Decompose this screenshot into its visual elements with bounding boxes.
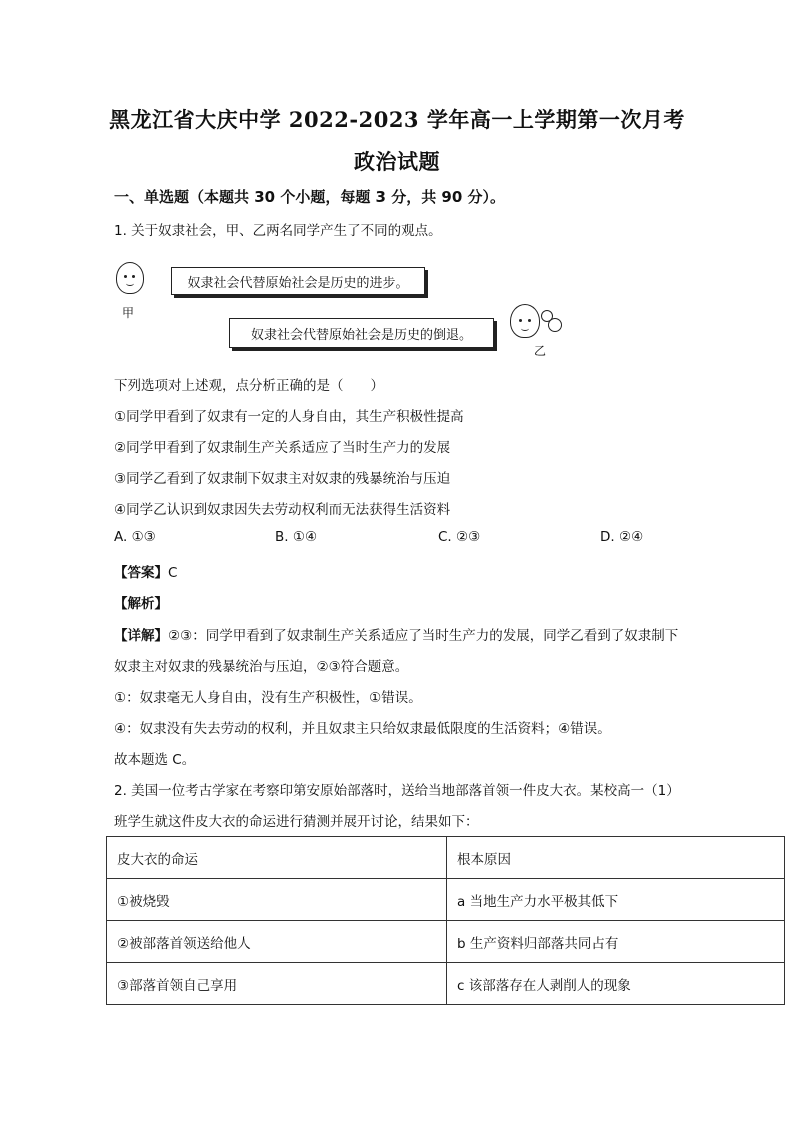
option-c: C. ②③: [438, 529, 481, 545]
speech-bubble-yi: [229, 318, 494, 348]
answer-value: C: [168, 565, 178, 581]
page-subtitle: 政治试题: [354, 149, 440, 174]
speech-text-jia: 奴隶社会代替原始社会是历史的进步。: [187, 275, 409, 291]
hair-bow-icon: [548, 318, 562, 332]
label-yi: 乙: [534, 344, 547, 358]
question-2-stem-2: 班学生就这件皮大衣的命运进行猜测并展开讨论，结果如下：: [114, 814, 479, 830]
table-row: [107, 921, 785, 963]
fate-reason-table: [106, 836, 785, 1005]
statement-4: ④同学乙认识到奴隶因失去劳动权利而无法获得生活资料: [114, 502, 451, 518]
question-2-stem-1: 2. 美国一位考古学家在考察印第安原始部落时，送给当地部落首领一件皮大衣。某校高一（1）: [114, 783, 680, 799]
table-cell: ③部落首领自己享用: [107, 963, 447, 1005]
detail-label: 【详解】: [114, 628, 168, 644]
option-a: A. ①③: [114, 529, 156, 545]
option-d: D. ②④: [600, 529, 644, 545]
student-jia-icon: [116, 262, 144, 294]
statement-2: ②同学甲看到了奴隶制生产关系适应了当时生产力的发展: [114, 440, 451, 456]
page-title: 黑龙江省大庆中学 2022-2023 学年高一上学期第一次月考: [109, 107, 685, 132]
speech-bubble-jia: [171, 267, 425, 295]
student-yi-icon: [510, 304, 540, 338]
speech-text-yi: 奴隶社会代替原始社会是历史的倒退。: [250, 327, 472, 343]
table-cell: a 当地生产力水平极其低下: [447, 879, 785, 921]
table-header-row: [107, 837, 785, 879]
question-1-stem: 1. 关于奴隶社会，甲、乙两名同学产生了不同的观点。: [114, 223, 442, 239]
detail-line-5: 故本题选 C。: [114, 752, 196, 768]
detail-text-1: ②③：同学甲看到了奴隶制生产关系适应了当时生产力的发展，同学乙看到了奴隶制下: [168, 628, 679, 644]
detail-line-2: 奴隶主对奴隶的残暴统治与压迫，②③符合题意。: [114, 659, 409, 675]
section-heading: 一、单选题（本题共 30 个小题，每题 3 分，共 90 分）。: [114, 188, 506, 206]
analysis-label: 【解析】: [114, 596, 168, 612]
table-cell: b 生产资料归部落共同占有: [447, 921, 785, 963]
table-cell: ①被烧毁: [107, 879, 447, 921]
statement-3: ③同学乙看到了奴隶制下奴隶主对奴隶的残暴统治与压迫: [114, 471, 451, 487]
table-row: [107, 879, 785, 921]
answer-label: 【答案】: [114, 565, 168, 581]
statement-1: ①同学甲看到了奴隶有一定的人身自由，其生产积极性提高: [114, 409, 464, 425]
table-header-cell: 皮大衣的命运: [107, 837, 447, 879]
detail-line-3: ①：奴隶毫无人身自由，没有生产积极性，①错误。: [114, 690, 422, 706]
option-b: B. ①④: [275, 529, 318, 545]
question-1-prompt: 下列选项对上述观，点分析正确的是（ ）: [114, 378, 384, 394]
table-cell: c 该部落存在人剥削人的现象: [447, 963, 785, 1005]
table-row: [107, 963, 785, 1005]
table-cell: ②被部落首领送给他人: [107, 921, 447, 963]
detail-line-1: [114, 624, 678, 644]
table-header-cell: 根本原因: [447, 837, 785, 879]
detail-line-4: ④：奴隶没有失去劳动的权利，并且奴隶主只给奴隶最低限度的生活资料；④错误。: [114, 721, 611, 737]
label-jia: 甲: [122, 306, 135, 320]
answer-line: [114, 561, 177, 581]
